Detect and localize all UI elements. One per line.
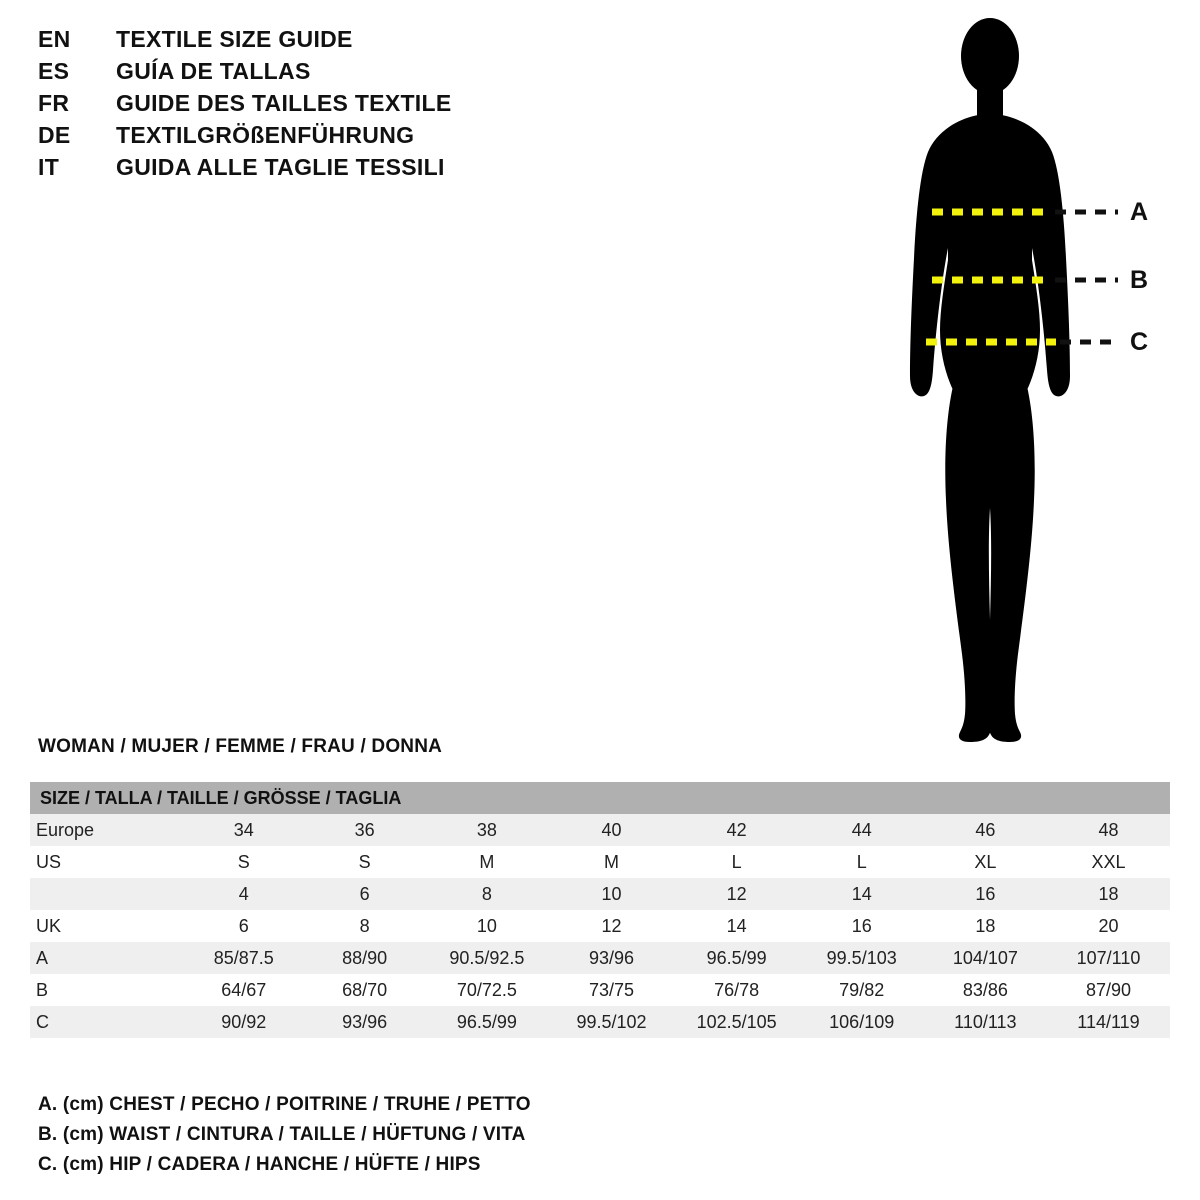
table-cell: 12 bbox=[674, 878, 800, 910]
table-cell: 14 bbox=[674, 910, 800, 942]
row-label: US bbox=[30, 846, 183, 878]
table-cell: L bbox=[800, 846, 924, 878]
row-label: UK bbox=[30, 910, 183, 942]
table-cell: 14 bbox=[800, 878, 924, 910]
table-header-row bbox=[30, 782, 1170, 814]
table-cell: 68/70 bbox=[305, 974, 424, 1006]
language-title: TEXTILGRÖßENFÜHRUNG bbox=[116, 122, 415, 148]
table-cell: 102.5/105 bbox=[674, 1006, 800, 1038]
language-row bbox=[38, 26, 658, 58]
table-cell: 34 bbox=[183, 814, 305, 846]
table-cell: XXL bbox=[1047, 846, 1170, 878]
table-cell: 44 bbox=[800, 814, 924, 846]
language-code: FR bbox=[38, 90, 70, 116]
table-cell: 96.5/99 bbox=[674, 942, 800, 974]
table-cell: M bbox=[424, 846, 549, 878]
table-cell: 114/119 bbox=[1047, 1006, 1170, 1038]
table-row bbox=[30, 942, 1170, 974]
table-cell: 38 bbox=[424, 814, 549, 846]
body-silhouette-icon bbox=[860, 10, 1190, 750]
table-cell: 6 bbox=[305, 878, 424, 910]
language-row bbox=[38, 58, 658, 90]
table-cell: 99.5/103 bbox=[800, 942, 924, 974]
language-row bbox=[38, 122, 658, 154]
row-label: A bbox=[30, 942, 183, 974]
table-cell: 8 bbox=[424, 878, 549, 910]
language-code: DE bbox=[38, 122, 71, 148]
table-cell: L bbox=[674, 846, 800, 878]
table-cell: 8 bbox=[305, 910, 424, 942]
size-table bbox=[30, 782, 1170, 1038]
table-cell: 64/67 bbox=[183, 974, 305, 1006]
row-label bbox=[30, 878, 183, 910]
table-cell: 83/86 bbox=[924, 974, 1047, 1006]
table-cell: 70/72.5 bbox=[424, 974, 549, 1006]
table-cell: 10 bbox=[549, 878, 673, 910]
table-cell: 93/96 bbox=[305, 1006, 424, 1038]
table-cell: 90/92 bbox=[183, 1006, 305, 1038]
table-row bbox=[30, 910, 1170, 942]
table-cell: 48 bbox=[1047, 814, 1170, 846]
row-label: Europe bbox=[30, 814, 183, 846]
table-cell: 40 bbox=[549, 814, 673, 846]
language-title: GUÍA DE TALLAS bbox=[116, 58, 311, 84]
table-cell: 46 bbox=[924, 814, 1047, 846]
table-cell: 88/90 bbox=[305, 942, 424, 974]
table-cell: 85/87.5 bbox=[183, 942, 305, 974]
table-row bbox=[30, 846, 1170, 878]
table-cell: 107/110 bbox=[1047, 942, 1170, 974]
language-title: GUIDA ALLE TAGLIE TESSILI bbox=[116, 154, 445, 180]
table-cell: 73/75 bbox=[549, 974, 673, 1006]
table-cell: 104/107 bbox=[924, 942, 1047, 974]
table-cell: 12 bbox=[549, 910, 673, 942]
table-cell: 10 bbox=[424, 910, 549, 942]
language-title: GUIDE DES TAILLES TEXTILE bbox=[116, 90, 452, 116]
language-row bbox=[38, 154, 658, 186]
table-cell: 16 bbox=[924, 878, 1047, 910]
row-label: C bbox=[30, 1006, 183, 1038]
measure-label-b: B bbox=[1130, 266, 1149, 294]
measure-label-c: C bbox=[1130, 328, 1149, 356]
table-cell: 6 bbox=[183, 910, 305, 942]
language-row bbox=[38, 90, 658, 122]
section-heading: WOMAN / MUJER / FEMME / FRAU / DONNA bbox=[38, 736, 443, 757]
table-row bbox=[30, 1006, 1170, 1038]
table-cell: 93/96 bbox=[549, 942, 673, 974]
table-row bbox=[30, 878, 1170, 910]
language-code: ES bbox=[38, 58, 70, 84]
table-cell: 79/82 bbox=[800, 974, 924, 1006]
table-cell: S bbox=[183, 846, 305, 878]
table-header-label: SIZE / TALLA / TAILLE / GRÖSSE / TAGLIA bbox=[30, 782, 1170, 814]
table-cell: 106/109 bbox=[800, 1006, 924, 1038]
language-code: IT bbox=[38, 154, 60, 180]
table-cell: S bbox=[305, 846, 424, 878]
language-title: TEXTILE SIZE GUIDE bbox=[116, 26, 353, 52]
table-cell: 42 bbox=[674, 814, 800, 846]
table-cell: 90.5/92.5 bbox=[424, 942, 549, 974]
table-row bbox=[30, 814, 1170, 846]
legend-note-c: C. (cm) HIP / CADERA / HANCHE / HÜFTE / HIPS bbox=[38, 1154, 481, 1175]
table-cell: 18 bbox=[1047, 878, 1170, 910]
table-cell: M bbox=[549, 846, 673, 878]
row-label: B bbox=[30, 974, 183, 1006]
table-cell: 96.5/99 bbox=[424, 1006, 549, 1038]
table-cell: XL bbox=[924, 846, 1047, 878]
table-cell: 99.5/102 bbox=[549, 1006, 673, 1038]
table-cell: 16 bbox=[800, 910, 924, 942]
table-cell: 76/78 bbox=[674, 974, 800, 1006]
language-code: EN bbox=[38, 26, 71, 52]
female-body-figure bbox=[860, 10, 1190, 750]
legend-note-a: A. (cm) CHEST / PECHO / POITRINE / TRUHE / PETTO bbox=[38, 1094, 531, 1115]
table-cell: 36 bbox=[305, 814, 424, 846]
table-row bbox=[30, 974, 1170, 1006]
measurement-legend bbox=[38, 1090, 938, 1180]
table-cell: 18 bbox=[924, 910, 1047, 942]
measure-label-a: A bbox=[1130, 198, 1149, 226]
table-cell: 4 bbox=[183, 878, 305, 910]
table-cell: 87/90 bbox=[1047, 974, 1170, 1006]
language-title-block bbox=[38, 26, 658, 186]
table-cell: 20 bbox=[1047, 910, 1170, 942]
table-cell: 110/113 bbox=[924, 1006, 1047, 1038]
legend-note-b: B. (cm) WAIST / CINTURA / TAILLE / HÜFTUNG / VITA bbox=[38, 1124, 526, 1145]
